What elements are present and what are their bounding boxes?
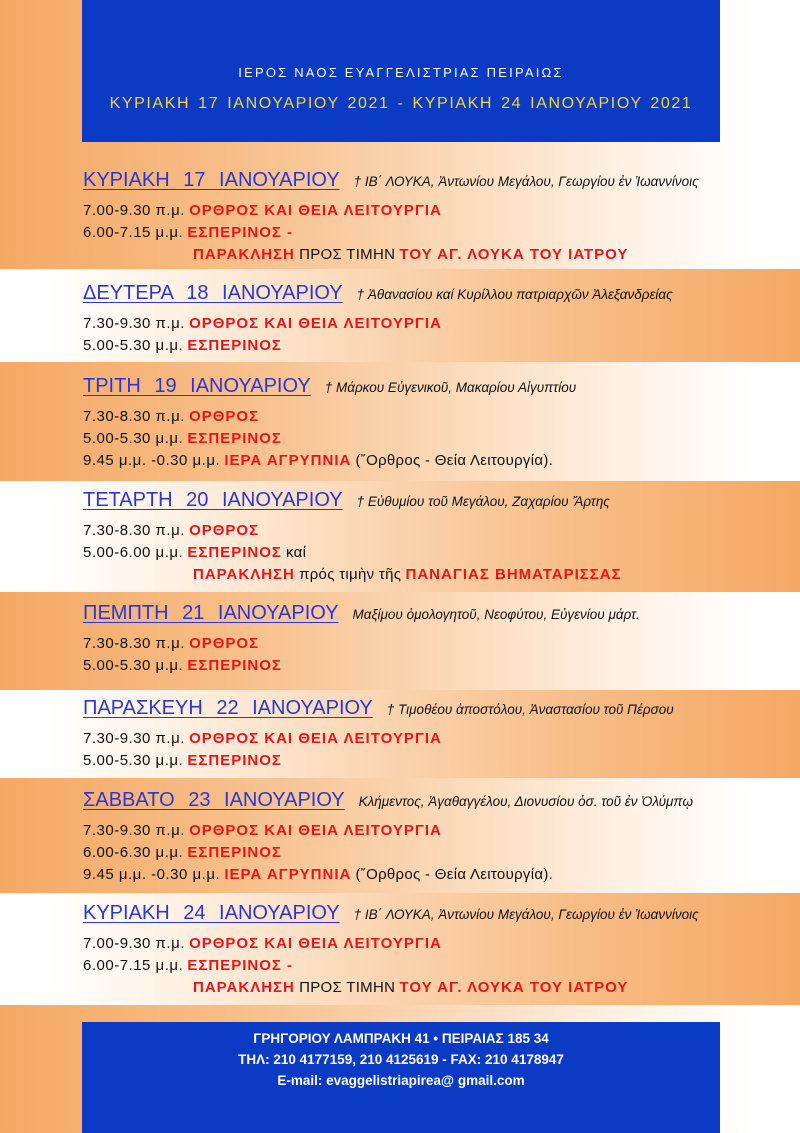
- service-time: 7.30-9.30 π.μ.: [83, 822, 185, 839]
- saints-of-day: † ΙΒ΄ ΛΟΥΚΑ, Ἀντωνίου Μεγάλου, Γεωργίου ἐν Ἰωαννίνοις: [353, 174, 699, 189]
- service-name: ΟΡΘΡΟΣ: [189, 408, 260, 425]
- service-list: [83, 633, 793, 677]
- day-block: [83, 600, 793, 677]
- service-line: [83, 564, 793, 586]
- service-line: [83, 244, 793, 266]
- service-name: ΕΣΠΕΡΙΝΟΣ: [187, 657, 282, 674]
- service-line: [83, 428, 793, 450]
- day-block: [83, 280, 793, 357]
- service-line: [83, 842, 793, 864]
- day-block: [83, 373, 793, 472]
- day-title: ΠΑΡΑΣΚΕΥΗ 22 ΙΑΝΟΥΑΡΙΟΥ: [83, 697, 373, 719]
- service-note: πρός τιμὴν τῆς: [299, 566, 402, 583]
- service-time: 6.00-7.15 μ.μ.: [83, 957, 184, 974]
- service-line: [83, 450, 793, 472]
- service-list: [83, 520, 793, 586]
- service-line: [83, 728, 793, 750]
- service-name: ΕΣΠΕΡΙΝΟΣ: [187, 844, 282, 861]
- service-name: ΙΕΡΑ ΑΓΡΥΠΝΙΑ: [224, 452, 352, 469]
- footer-contact: [82, 1022, 720, 1133]
- service-list: [83, 406, 793, 472]
- service-time: 7.30-8.30 π.μ.: [83, 522, 185, 539]
- service-time: 7.30-8.30 π.μ.: [83, 408, 185, 425]
- service-name: ΕΣΠΕΡΙΝΟΣ -: [187, 957, 294, 974]
- service-honoree: ΠΑΝΑΓΙΑΣ ΒΗΜΑΤΑΡΙΣΣΑΣ: [405, 566, 622, 583]
- service-time: 5.00-6.00 μ.μ.: [83, 544, 184, 561]
- saints-of-day: † Τιμοθέου ἀποστόλου, Ἀναστασίου τοῦ Πέρσου: [386, 702, 674, 717]
- service-name: ΕΣΠΕΡΙΝΟΣ: [187, 752, 282, 769]
- service-list: [83, 933, 793, 999]
- service-name: ΕΣΠΕΡΙΝΟΣ: [187, 544, 282, 561]
- service-list: [83, 313, 793, 357]
- service-list: [83, 820, 793, 886]
- service-line: [83, 542, 793, 564]
- service-name: ΟΡΘΡΟΣ: [189, 635, 260, 652]
- service-honoree: ΤΟΥ ΑΓ. ΛΟΥΚΑ ΤΟΥ ΙΑΤΡΟΥ: [399, 979, 629, 996]
- service-line: [83, 313, 793, 335]
- day-title: ΚΥΡΙΑΚΗ 17 ΙΑΝΟΥΑΡΙΟΥ: [83, 169, 340, 191]
- service-time: 7.30-9.30 π.μ.: [83, 315, 185, 332]
- service-line: [83, 200, 793, 222]
- service-name: ΕΣΠΕΡΙΝΟΣ: [187, 337, 282, 354]
- service-name: ΟΡΘΡΟΣ ΚΑΙ ΘΕΙΑ ΛΕΙΤΟΥΡΓΙΑ: [189, 202, 442, 219]
- saints-of-day: † Εὐθυμίου τοῦ Μεγάλου, Ζαχαρίου Ἄρτης: [356, 494, 610, 509]
- day-title: ΠΕΜΠΤΗ 21 ΙΑΝΟΥΑΡΙΟΥ: [83, 602, 339, 624]
- service-name: ΠΑΡΑΚΛΗΣΗ: [193, 979, 295, 996]
- church-name: ΙΕΡΟΣ ΝΑΟΣ ΕΥΑΓΓΕΛΙΣΤΡΙΑΣ ΠΕΙΡΑΙΩΣ: [238, 65, 564, 80]
- day-heading: [83, 373, 793, 399]
- saints-of-day: † Ἀθανασίου καί Κυρίλλου πατριαρχῶν Ἀλεξανδρείας: [356, 287, 673, 302]
- service-name: ΕΣΠΕΡΙΝΟΣ -: [187, 224, 294, 241]
- schedule-period: ΚΥΡΙΑΚΗ 17 ΙΑΝΟΥΑΡΙΟΥ 2021 - ΚΥΡΙΑΚΗ 24 ΙΑΝΟΥΑΡΙΟΥ 2021: [109, 95, 693, 112]
- service-time: 5.00-5.30 μ.μ.: [83, 752, 184, 769]
- day-title: ΚΥΡΙΑΚΗ 24 ΙΑΝΟΥΑΡΙΟΥ: [83, 902, 340, 924]
- service-line: [83, 222, 793, 244]
- service-list: [83, 200, 793, 266]
- service-name: ΟΡΘΡΟΣ ΚΑΙ ΘΕΙΑ ΛΕΙΤΟΥΡΓΙΑ: [189, 730, 442, 747]
- saints-of-day: Κλήμεντος, Ἀγαθαγγέλου, Διονυσίου ὁσ. τοῦ ἐν Ὀλύμπῳ: [358, 794, 693, 809]
- saints-of-day: † ΙΒ΄ ΛΟΥΚΑ, Ἀντωνίου Μεγάλου, Γεωργίου ἐν Ἰωαννίνοις: [353, 907, 699, 922]
- service-time: 6.00-6.30 μ.μ.: [83, 844, 184, 861]
- service-line: [83, 977, 793, 999]
- service-time: 9.45 μ.μ. -0.30 μ.μ.: [83, 866, 221, 883]
- service-line: [83, 933, 793, 955]
- service-note: ΠΡΟΣ ΤΙΜΗΝ: [299, 979, 396, 996]
- service-honoree: ΤΟΥ ΑΓ. ΛΟΥΚΑ ΤΟΥ ΙΑΤΡΟΥ: [399, 246, 629, 263]
- church-email: E-mail: evaggelistriapirea@ gmail.com: [277, 1073, 525, 1088]
- service-time: 5.00-5.30 μ.μ.: [83, 430, 184, 447]
- service-name: ΟΡΘΡΟΣ: [189, 522, 260, 539]
- saints-of-day: Μαξίμου ὁμολογητοῦ, Νεοφύτου, Εὐγενίου μάρτ.: [352, 607, 640, 622]
- service-line: [83, 406, 793, 428]
- service-time: 7.00-9.30 π.μ.: [83, 935, 185, 952]
- service-line: [83, 864, 793, 886]
- service-line: [83, 520, 793, 542]
- service-line: [83, 820, 793, 842]
- service-time: 7.30-9.30 π.μ.: [83, 730, 185, 747]
- service-note: (῎Ορθρος - Θεία Λειτουργία).: [355, 452, 554, 469]
- service-time: 7.00-9.30 π.μ.: [83, 202, 185, 219]
- day-heading: [83, 487, 793, 513]
- service-name: ΟΡΘΡΟΣ ΚΑΙ ΘΕΙΑ ΛΕΙΤΟΥΡΓΙΑ: [189, 935, 442, 952]
- church-phones: ΤΗΛ: 210 4177159, 210 4125619 - FAX: 210 4178947: [238, 1052, 564, 1067]
- service-note: ΠΡΟΣ ΤΙΜΗΝ: [299, 246, 396, 263]
- day-title: ΔΕΥΤΕΡΑ 18 ΙΑΝΟΥΑΡΙΟΥ: [83, 282, 343, 304]
- saints-of-day: † Μάρκου Εὐγενικοῦ, Μακαρίου Αἰγυπτίου: [324, 380, 577, 395]
- service-name: ΟΡΘΡΟΣ ΚΑΙ ΘΕΙΑ ΛΕΙΤΟΥΡΓΙΑ: [189, 315, 442, 332]
- service-name: ΠΑΡΑΚΛΗΣΗ: [193, 566, 295, 583]
- day-title: ΤΡΙΤΗ 19 ΙΑΝΟΥΑΡΙΟΥ: [83, 375, 311, 397]
- service-line: [83, 633, 793, 655]
- service-name: ΠΑΡΑΚΛΗΣΗ: [193, 246, 295, 263]
- service-note: (῎Ορθρος - Θεία Λειτουργία).: [355, 866, 554, 883]
- service-line: [83, 655, 793, 677]
- service-list: [83, 728, 793, 772]
- service-name: ΙΕΡΑ ΑΓΡΥΠΝΙΑ: [224, 866, 352, 883]
- day-heading: [83, 167, 793, 193]
- day-block: [83, 900, 793, 999]
- day-title: ΣΑΒΒΑΤΟ 23 ΙΑΝΟΥΑΡΙΟΥ: [83, 789, 345, 811]
- day-block: [83, 695, 793, 772]
- day-heading: [83, 600, 793, 626]
- service-time: 5.00-5.30 μ.μ.: [83, 337, 184, 354]
- church-address: ΓΡΗΓΟΡΙΟΥ ΛΑΜΠΡΑΚΗ 41 • ΠΕΙΡΑΙΑΣ 185 34: [253, 1031, 549, 1046]
- service-note: καί: [286, 544, 307, 561]
- service-name: ΕΣΠΕΡΙΝΟΣ: [187, 430, 282, 447]
- service-time: 5.00-5.30 μ.μ.: [83, 657, 184, 674]
- service-line: [83, 955, 793, 977]
- service-line: [83, 335, 793, 357]
- day-heading: [83, 280, 793, 306]
- day-heading: [83, 900, 793, 926]
- header-banner: [82, 0, 720, 142]
- service-name: ΟΡΘΡΟΣ ΚΑΙ ΘΕΙΑ ΛΕΙΤΟΥΡΓΙΑ: [189, 822, 442, 839]
- day-block: [83, 787, 793, 886]
- service-time: 6.00-7.15 μ.μ.: [83, 224, 184, 241]
- day-heading: [83, 695, 793, 721]
- day-title: ΤΕΤΑΡΤΗ 20 ΙΑΝΟΥΑΡΙΟΥ: [83, 489, 343, 511]
- day-block: [83, 167, 793, 266]
- day-block: [83, 487, 793, 586]
- day-heading: [83, 787, 793, 813]
- service-line: [83, 750, 793, 772]
- service-time: 7.30-8.30 π.μ.: [83, 635, 185, 652]
- service-time: 9.45 μ.μ. -0.30 μ.μ.: [83, 452, 221, 469]
